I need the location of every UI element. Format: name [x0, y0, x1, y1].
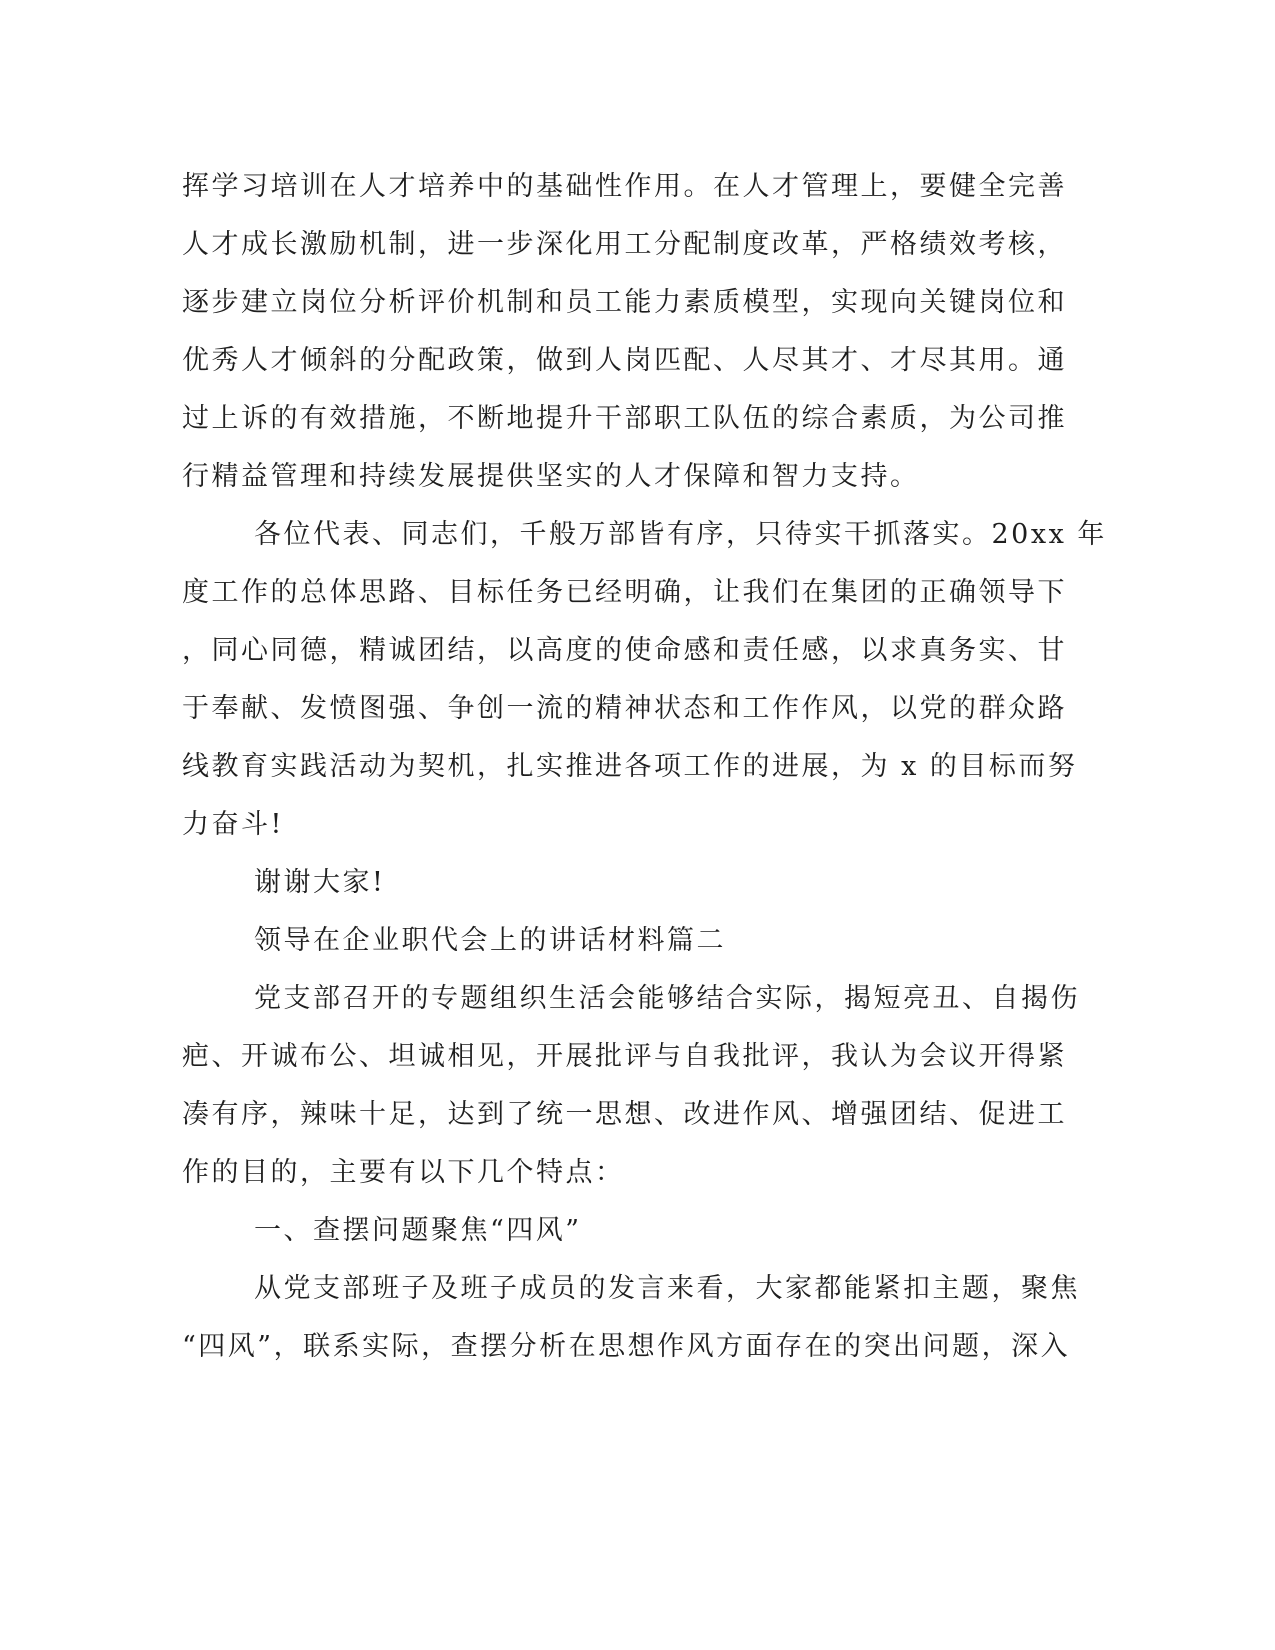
text-line: 逐步建立岗位分析评价机制和员工能力素质模型，实现向关键岗位和: [182, 287, 1067, 318]
paragraph-start-line: 党支部召开的专题组织生活会能够结合实际，揭短亮丑、自揭伤: [254, 983, 1080, 1014]
text-line: 线教育实践活动为契机，扎实推进各项工作的进展，为 x 的目标而努: [182, 751, 1078, 782]
text-line: 行精益管理和持续发展提供坚实的人才保障和智力支持。: [182, 461, 920, 492]
text-line: 过上诉的有效措施，不断地提升干部职工队伍的综合素质，为公司推: [182, 403, 1067, 434]
text-line: 挥学习培训在人才培养中的基础性作用。在人才管理上，要健全完善: [182, 171, 1067, 202]
text-line: 于奉献、发愤图强、争创一流的精神状态和工作作风，以党的群众路: [182, 693, 1067, 724]
text-line: ，同心同德，精诚团结，以高度的使命感和责任感，以求真务实、甘: [182, 635, 1067, 666]
text-line: 疤、开诚布公、坦诚相见，开展批评与自我批评，我认为会议开得紧: [182, 1041, 1067, 1072]
text-line: 作的目的，主要有以下几个特点：: [182, 1157, 625, 1188]
text-line: 凑有序，辣味十足，达到了统一思想、改进作风、增强团结、促进工: [182, 1099, 1067, 1130]
text-line: 度工作的总体思路、目标任务已经明确，让我们在集团的正确领导下: [182, 577, 1067, 608]
section-title: 领导在企业职代会上的讲话材料篇二: [254, 925, 726, 956]
paragraph-start-line: 从党支部班子及班子成员的发言来看，大家都能紧扣主题，聚焦: [254, 1273, 1080, 1304]
paragraph-start-line: 各位代表、同志们，千般万部皆有序，只待实干抓落实。20xx 年: [254, 519, 1107, 550]
text-line: 力奋斗!: [182, 809, 284, 840]
text-line: 人才成长激励机制，进一步深化用工分配制度改革，严格绩效考核，: [182, 229, 1067, 260]
text-line: “四风”，联系实际，查摆分析在思想作风方面存在的突出问题，深入: [182, 1331, 1071, 1362]
closing-thanks: 谢谢大家!: [254, 867, 386, 898]
subheading: 一、查摆问题聚焦“四风”: [254, 1215, 582, 1246]
text-line: 优秀人才倾斜的分配政策，做到人岗匹配、人尽其才、才尽其用。通: [182, 345, 1067, 376]
body-text: [182, 158, 1107, 1376]
